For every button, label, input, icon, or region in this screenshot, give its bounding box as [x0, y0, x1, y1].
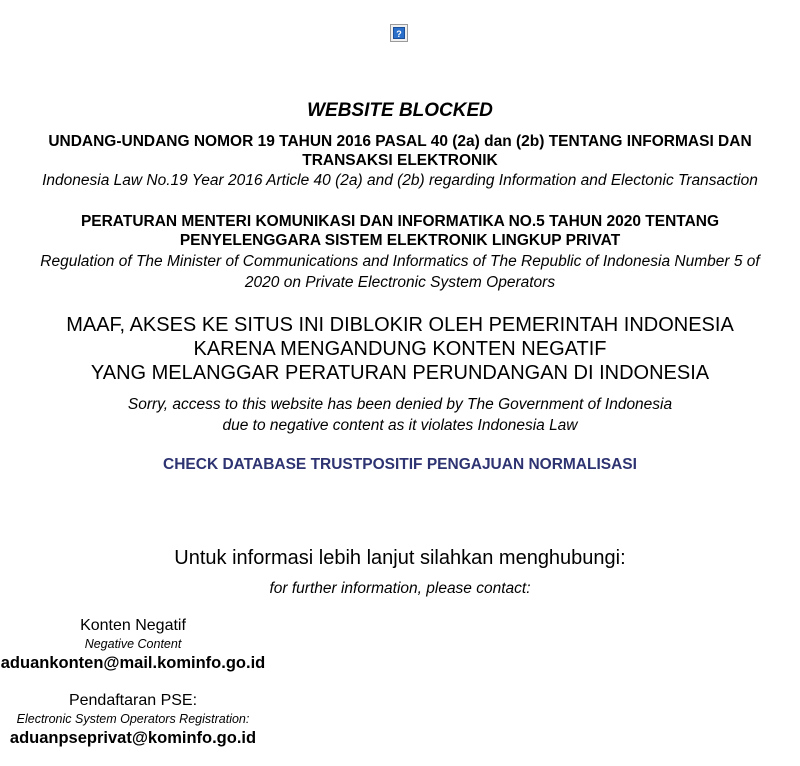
law-1-english: Indonesia Law No.19 Year 2016 Article 40 (2a) and (2b) regarding Information and Electonic Transaction	[42, 172, 758, 189]
block-notice-line: YANG MELANGGAR PERATURAN PERUNDANGAN DI INDONESIA	[90, 362, 710, 384]
question-mark-icon: ?	[393, 27, 405, 39]
law-2-english: Regulation of The Minister of Communications and Informatics of The Republic of Indonesia Number 5 of 2020 on Private Electronic System Operators	[40, 253, 760, 291]
page-title: WEBSITE BLOCKED	[307, 100, 493, 121]
contact-label-english: Negative Content	[84, 637, 182, 651]
block-notice-english-line: due to negative content as it violates Indonesia Law	[222, 417, 578, 434]
contact-label: Pendaftaran PSE:	[68, 692, 198, 709]
block-notice-english-line: Sorry, access to this website has been denied by The Government of Indonesia	[127, 396, 673, 413]
law-1-indonesian: UNDANG-UNDANG NOMOR 19 TAHUN 2016 PASAL 40 (2a) dan (2b) TENTANG INFORMASI DAN TRANSAKSI ELEKTRONIK	[48, 133, 752, 169]
block-notice	[0, 313, 800, 385]
contact-title: Untuk informasi lebih lanjut silahkan menghubungi:	[174, 547, 626, 569]
contact-subtitle: for further information, please contact:	[269, 580, 531, 597]
contact-pse-registration	[0, 692, 266, 748]
law-2-indonesian: PERATURAN MENTERI KOMUNIKASI DAN INFORMATIKA NO.5 TAHUN 2020 TENTANG PENYELENGGARA SISTEM ELEKTRONIK LINGKUP PRIVAT	[80, 213, 720, 249]
contact-label-english: Electronic System Operators Registration:	[16, 712, 250, 726]
block-notice-english	[0, 394, 800, 436]
block-notice-line: KARENA MENGANDUNG KONTEN NEGATIF	[193, 338, 607, 360]
check-database-link[interactable]: CHECK DATABASE TRUSTPOSITIF PENGAJUAN NORMALISASI	[163, 456, 637, 473]
block-notice-line: MAAF, AKSES KE SITUS INI DIBLOKIR OLEH PEMERINTAH INDONESIA	[66, 314, 734, 336]
broken-image-icon	[390, 24, 408, 42]
contact-email[interactable]: aduankonten@mail.kominfo.go.id	[0, 654, 266, 672]
contact-email[interactable]: aduanpseprivat@kominfo.go.id	[9, 729, 257, 747]
contact-negative-content	[0, 617, 266, 673]
contact-label: Konten Negatif	[80, 617, 186, 634]
